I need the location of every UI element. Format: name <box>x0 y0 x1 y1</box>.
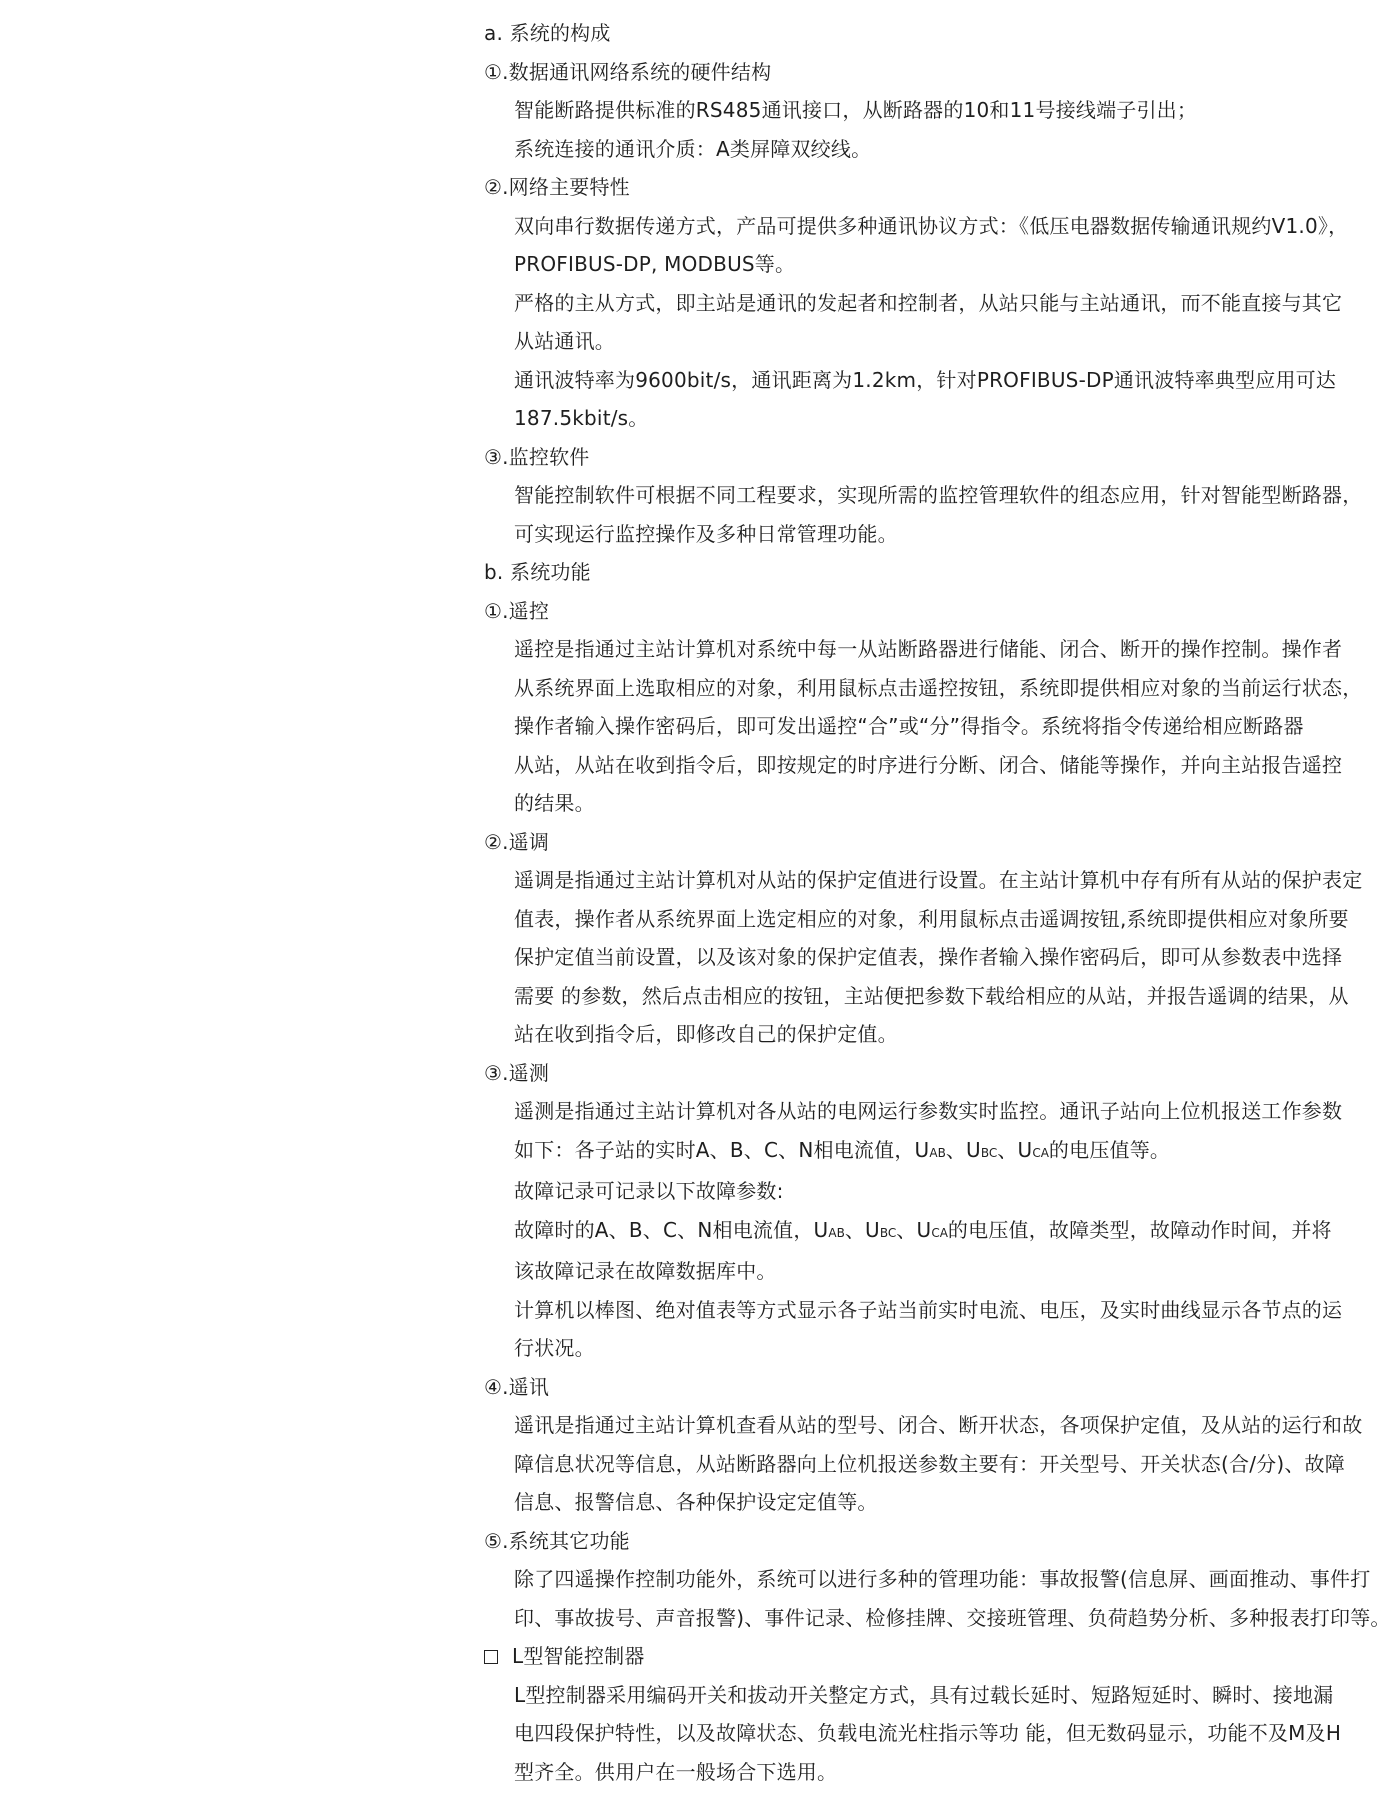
paragraph-line: 站在收到指令后，即修改自己的保护定值。 <box>514 1022 898 1046</box>
text-run: 、U <box>997 1137 1033 1162</box>
heading-text: L型智能控制器 <box>512 1644 645 1668</box>
section-a-heading: a. 系统的构成 <box>484 21 611 45</box>
voltage-subscript: AB <box>828 1225 845 1240</box>
paragraph-line: 遥测是指通过主站计算机对各从站的电网运行参数实时监控。通讯子站向上位机报送工作参数 <box>514 1099 1343 1123</box>
paragraph-line: 系统连接的通讯介质：A类屏障双绞线。 <box>514 136 872 161</box>
paragraph-line: 该故障记录在故障数据库中。 <box>514 1259 777 1283</box>
paragraph-line: 电四段保护特性，以及故障状态、负载电流光柱指示等功 能，但无数码显示，功能不及M及H <box>514 1721 1342 1745</box>
text-run: 的电压值等。 <box>1048 1137 1171 1162</box>
subsection-b5-heading: ⑤.系统其它功能 <box>484 1528 630 1553</box>
voltage-subscript: CA <box>931 1225 948 1240</box>
text-run: 故障时的A、B、C、N相电流值，U <box>514 1217 829 1242</box>
document-body <box>484 14 1391 1791</box>
paragraph-line: L型控制器采用编码开关和拔动开关整定方式，具有过载长延时、短路短延时、瞬时、接地漏 <box>514 1682 1334 1707</box>
paragraph-line: 可实现运行监控操作及多种日常管理功能。 <box>514 521 898 546</box>
paragraph-line: PROFIBUS-DP, MODBUS等。 <box>514 252 796 276</box>
paragraph-line: 值表，操作者从系统界面上选定相应的对象，利用鼠标点击遥调按钮,系统即提供相应对象所要 <box>514 906 1349 931</box>
paragraph-line: 严格的主从方式，即主站是通讯的发起者和控制者，从站只能与主站通讯，而不能直接与其它 <box>514 290 1343 315</box>
paragraph-line: 计算机以棒图、绝对值表等方式显示各子站当前实时电流、电压，及实时曲线显示各节点的运 <box>514 1297 1343 1322</box>
text-run: 的电压值，故障类型，故障动作时间，并将 <box>947 1217 1332 1242</box>
paragraph-line: 从站通讯。 <box>514 329 615 353</box>
paragraph-line: 的结果。 <box>514 791 595 815</box>
l-type-controller-heading <box>484 1637 1384 1676</box>
text-run: 、U <box>844 1217 880 1242</box>
paragraph-line: 遥调是指通过主站计算机对从站的保护定值进行设置。在主站计算机中存有所有从站的保护表定 <box>514 868 1363 892</box>
checkbox-square-icon <box>484 1650 498 1664</box>
voltage-subscript: BC <box>980 1145 998 1160</box>
subsection-b4-heading: ④.遥讯 <box>484 1374 550 1399</box>
subsection-b1-heading: ①.遥控 <box>484 598 550 623</box>
paragraph-line: 型齐全。供用户在一般场合下选用。 <box>514 1759 838 1784</box>
paragraph-line: 遥控是指通过主站计算机对系统中每一从站断路器进行储能、闭合、断开的操作控制。操作者 <box>514 637 1343 661</box>
voltage-subscript: AB <box>929 1145 946 1160</box>
paragraph-line: 智能断路提供标准的RS485通讯接口，从断路器的10和11号接线端子引出； <box>514 98 1198 122</box>
paragraph-line <box>484 1211 1384 1253</box>
section-b-heading: b. 系统功能 <box>484 560 591 584</box>
paragraph-line: 需要 的参数，然后点击相应的按钮，主站便把参数下载给相应的从站，并报告遥调的结果，从 <box>514 983 1349 1008</box>
text-run: 、U <box>896 1217 932 1242</box>
paragraph-line: 从站，从站在收到指令后，即按规定的时序进行分断、闭合、储能等操作，并向主站报告遥控 <box>514 752 1343 777</box>
text-run: 、U <box>945 1137 981 1162</box>
paragraph-line: 除了四遥操作控制功能外，系统可以进行多种的管理功能：事故报警(信息屏、画面推动、事件打 <box>514 1567 1371 1591</box>
voltage-subscript: CA <box>1032 1145 1049 1160</box>
subsection-b3-heading: ③.遥测 <box>484 1060 550 1085</box>
paragraph-line: 遥讯是指通过主站计算机查看从站的型号、闭合、断开状态，各项保护定值，及从站的运行和故 <box>514 1413 1363 1437</box>
paragraph-line: 故障记录可记录以下故障参数: <box>514 1179 784 1203</box>
subsection-a2-heading: ②.网络主要特性 <box>484 175 630 199</box>
paragraph-line: 障信息状况等信息，从站断路器向上位机报送参数主要有：开关型号、开关状态(合/分)、故障 <box>514 1451 1345 1476</box>
subsection-a1-heading: ①.数据通讯网络系统的硬件结构 <box>484 59 772 84</box>
paragraph-line: 从系统界面上选取相应的对象，利用鼠标点击遥控按钮，系统即提供相应对象的当前运行状态， <box>514 675 1363 700</box>
paragraph-line: 行状况。 <box>514 1336 595 1360</box>
paragraph-line: 智能控制软件可根据不同工程要求，实现所需的监控管理软件的组态应用，针对智能型断路器， <box>514 483 1363 507</box>
paragraph-line <box>484 1131 1384 1173</box>
text-run: 如下：各子站的实时A、B、C、N相电流值，U <box>514 1137 930 1162</box>
paragraph-line: 印、事故拔号、声音报警)、事件记录、检修挂牌、交接班管理、负荷趋势分析、多种报表打印等。 <box>514 1605 1391 1630</box>
paragraph-line: 保护定值当前设置，以及该对象的保护定值表，操作者输入操作密码后，即可从参数表中选择 <box>514 945 1343 969</box>
subsection-a3-heading: ③.监控软件 <box>484 444 590 469</box>
paragraph-line: 信息、报警信息、各种保护设定定值等。 <box>514 1490 878 1514</box>
paragraph-line: 187.5kbit/s。 <box>514 406 649 430</box>
subsection-b2-heading: ②.遥调 <box>484 829 550 854</box>
paragraph-line: 通讯波特率为9600bit/s，通讯距离为1.2km，针对PROFIBUS-DP通讯波特率典型应用可达 <box>514 367 1337 392</box>
paragraph-line: 双向串行数据传递方式，产品可提供多种通讯协议方式：《低压电器数据传输通讯规约V1.0》， <box>514 213 1349 238</box>
paragraph-line: 操作者输入操作密码后，即可发出遥控“合”或“分”得指令。系统将指令传递给相应断路器 <box>514 714 1304 738</box>
voltage-subscript: BC <box>879 1225 897 1240</box>
